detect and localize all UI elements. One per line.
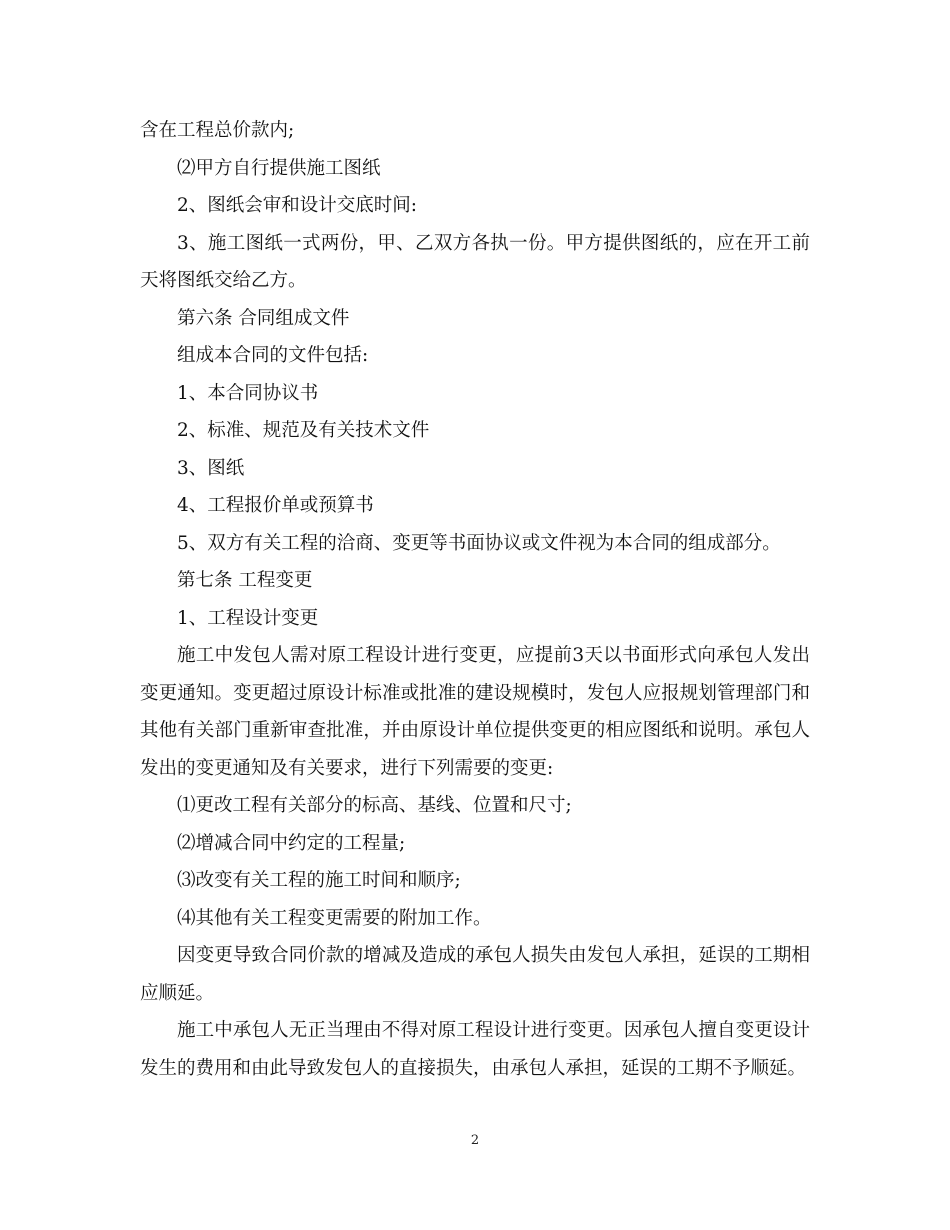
paragraph: 施工中发包人需对原工程设计进行变更，应提前3天以书面形式向承包人发出变更通知。变更超过原设计标准或批准的建设规模时，发包人应报规划管理部门和其他有关部门重新审查批准，并由原设计单位提供变更的相应图纸和说明。承包人发出的变更通知及有关要求，进行下列需要的变更:: [140, 645, 810, 779]
list-item: ⑶改变有关工程的施工时间和顺序;: [177, 870, 461, 891]
page-number: 2: [470, 1133, 480, 1148]
section-heading: 第七条 工程变更: [177, 570, 313, 591]
list-item: 1、本合同协议书: [177, 382, 319, 404]
section-heading: 第六条 合同组成文件: [177, 307, 350, 329]
list-item: 2、标准、规范及有关技术文件: [177, 420, 430, 441]
paragraph: 施工中承包人无正当理由不得对原工程设计进行变更。因承包人擅自变更设计发生的费用和由此导致发包人的直接损失，由承包人承担，延误的工期不予顺延。: [140, 1020, 810, 1079]
paragraph: ⑵甲方自行提供施工图纸: [177, 157, 381, 179]
paragraph: 含在工程总价款内;: [140, 120, 295, 141]
list-item: 5、双方有关工程的洽商、变更等书面协议或文件视为本合同的组成部分。: [177, 532, 781, 554]
list-item: ⑵增减合同中约定的工程量;: [177, 832, 406, 854]
document-body: [140, 112, 810, 1087]
list-item: ⑴更改工程有关部分的标高、基线、位置和尺寸;: [177, 795, 572, 816]
paragraph: 2、图纸会审和设计交底时间:: [177, 195, 418, 216]
paragraph: 因变更导致合同价款的增减及造成的承包人损失由发包人承担，延误的工期相应顺延。: [140, 945, 810, 1004]
list-item: 4、工程报价单或预算书: [177, 495, 374, 516]
paragraph: 1、工程设计变更: [177, 607, 319, 629]
paragraph: 3、施工图纸一式两份，甲、乙双方各执一份。甲方提供图纸的，应在开工前天将图纸交给乙方。: [140, 232, 810, 291]
paragraph: 组成本合同的文件包括:: [177, 345, 369, 366]
list-item: ⑷其他有关工程变更需要的附加工作。: [177, 907, 492, 929]
list-item: 3、图纸: [177, 457, 245, 479]
